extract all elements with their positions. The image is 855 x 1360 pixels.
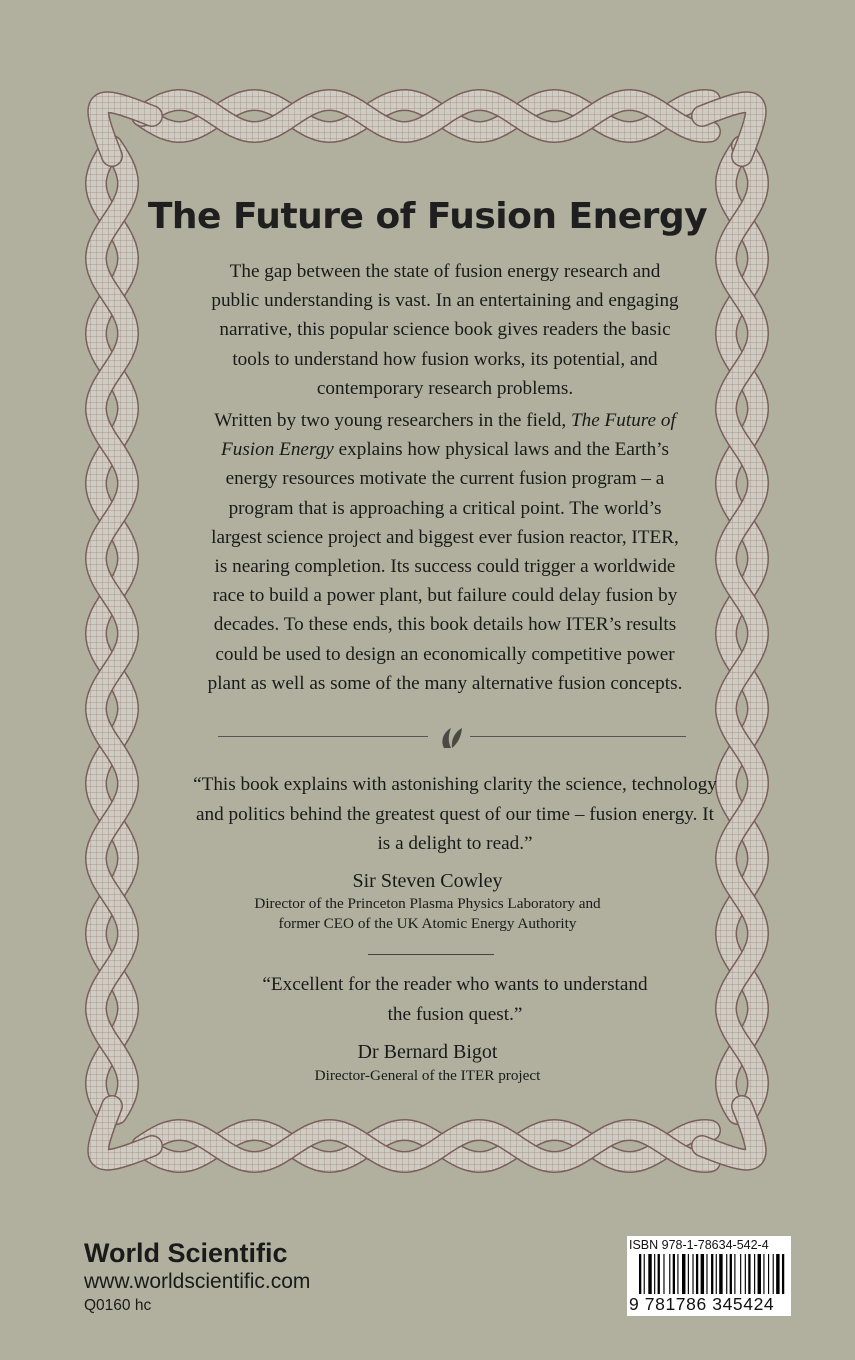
divider-line-right — [470, 736, 686, 737]
description-paragraph-1: The gap between the state of fusion energy research and public understanding is vast. In an entertaining and engaging narrative, this popular science book gives readers the basic tools to understand how fusion works, its potential, and contemporary research problems. — [211, 261, 679, 399]
barcode-bars — [639, 1254, 789, 1294]
endorsement-role-bigot: Director-General of the ITER project — [314, 1067, 541, 1084]
publisher-url: www.worldscientific.com — [84, 1270, 311, 1293]
leaf-ornament-icon — [438, 724, 466, 750]
endorsement-quote-bigot: “Excellent for the reader who wants to understand the fusion quest.” — [262, 974, 648, 1025]
publisher-block — [84, 1237, 310, 1317]
isbn-barcode — [627, 1236, 791, 1316]
paragraph-2-book-title: The Future of Fusion Energy — [221, 410, 676, 461]
isbn-label: ISBN 978-1-78634-542-4 — [629, 1238, 769, 1252]
paragraph-2-prefix: Written by two young researchers in the field, — [214, 410, 571, 431]
divider-line-left — [218, 736, 428, 737]
description-paragraph-2 — [205, 406, 685, 698]
product-code: Q0160 hc — [84, 1297, 152, 1314]
endorsement-name-cowley: Sir Steven Cowley — [352, 870, 503, 892]
endorsement-quote-cowley: “This book explains with astonishing clarity the science, technology and politics behind the greatest quest of our time – fusion energy. It is a delight to read.” — [193, 774, 717, 854]
endorsement-role-cowley-line1: Director of the Princeton Plasma Physics Laboratory and — [254, 895, 601, 912]
endorsement-role-cowley-line2: former CEO of the UK Atomic Energy Authority — [278, 915, 577, 932]
book-title: The Future of Fusion Energy — [147, 196, 708, 237]
endorsement-separator — [368, 954, 494, 955]
barcode-digits: 9 781786 345424 — [629, 1294, 775, 1314]
section-divider — [218, 722, 686, 752]
endorsement-name-bigot: Dr Bernard Bigot — [357, 1041, 498, 1063]
paragraph-2-suffix: explains how physical laws and the Earth’s energy resources motivate the current fusion program – a program that is approaching a critical point. The world’s largest science project and biggest ever fusion reactor, ITER, is nearing completion. Its success could trigger a worldwide race to build a power plant, but failure could delay fusion by decades. To these ends, this book details how ITER’s results could be used to design an economically competitive power plant as well as some of the many alternative fusion concepts. — [207, 439, 683, 694]
publisher-name: World Scientific — [84, 1238, 288, 1268]
